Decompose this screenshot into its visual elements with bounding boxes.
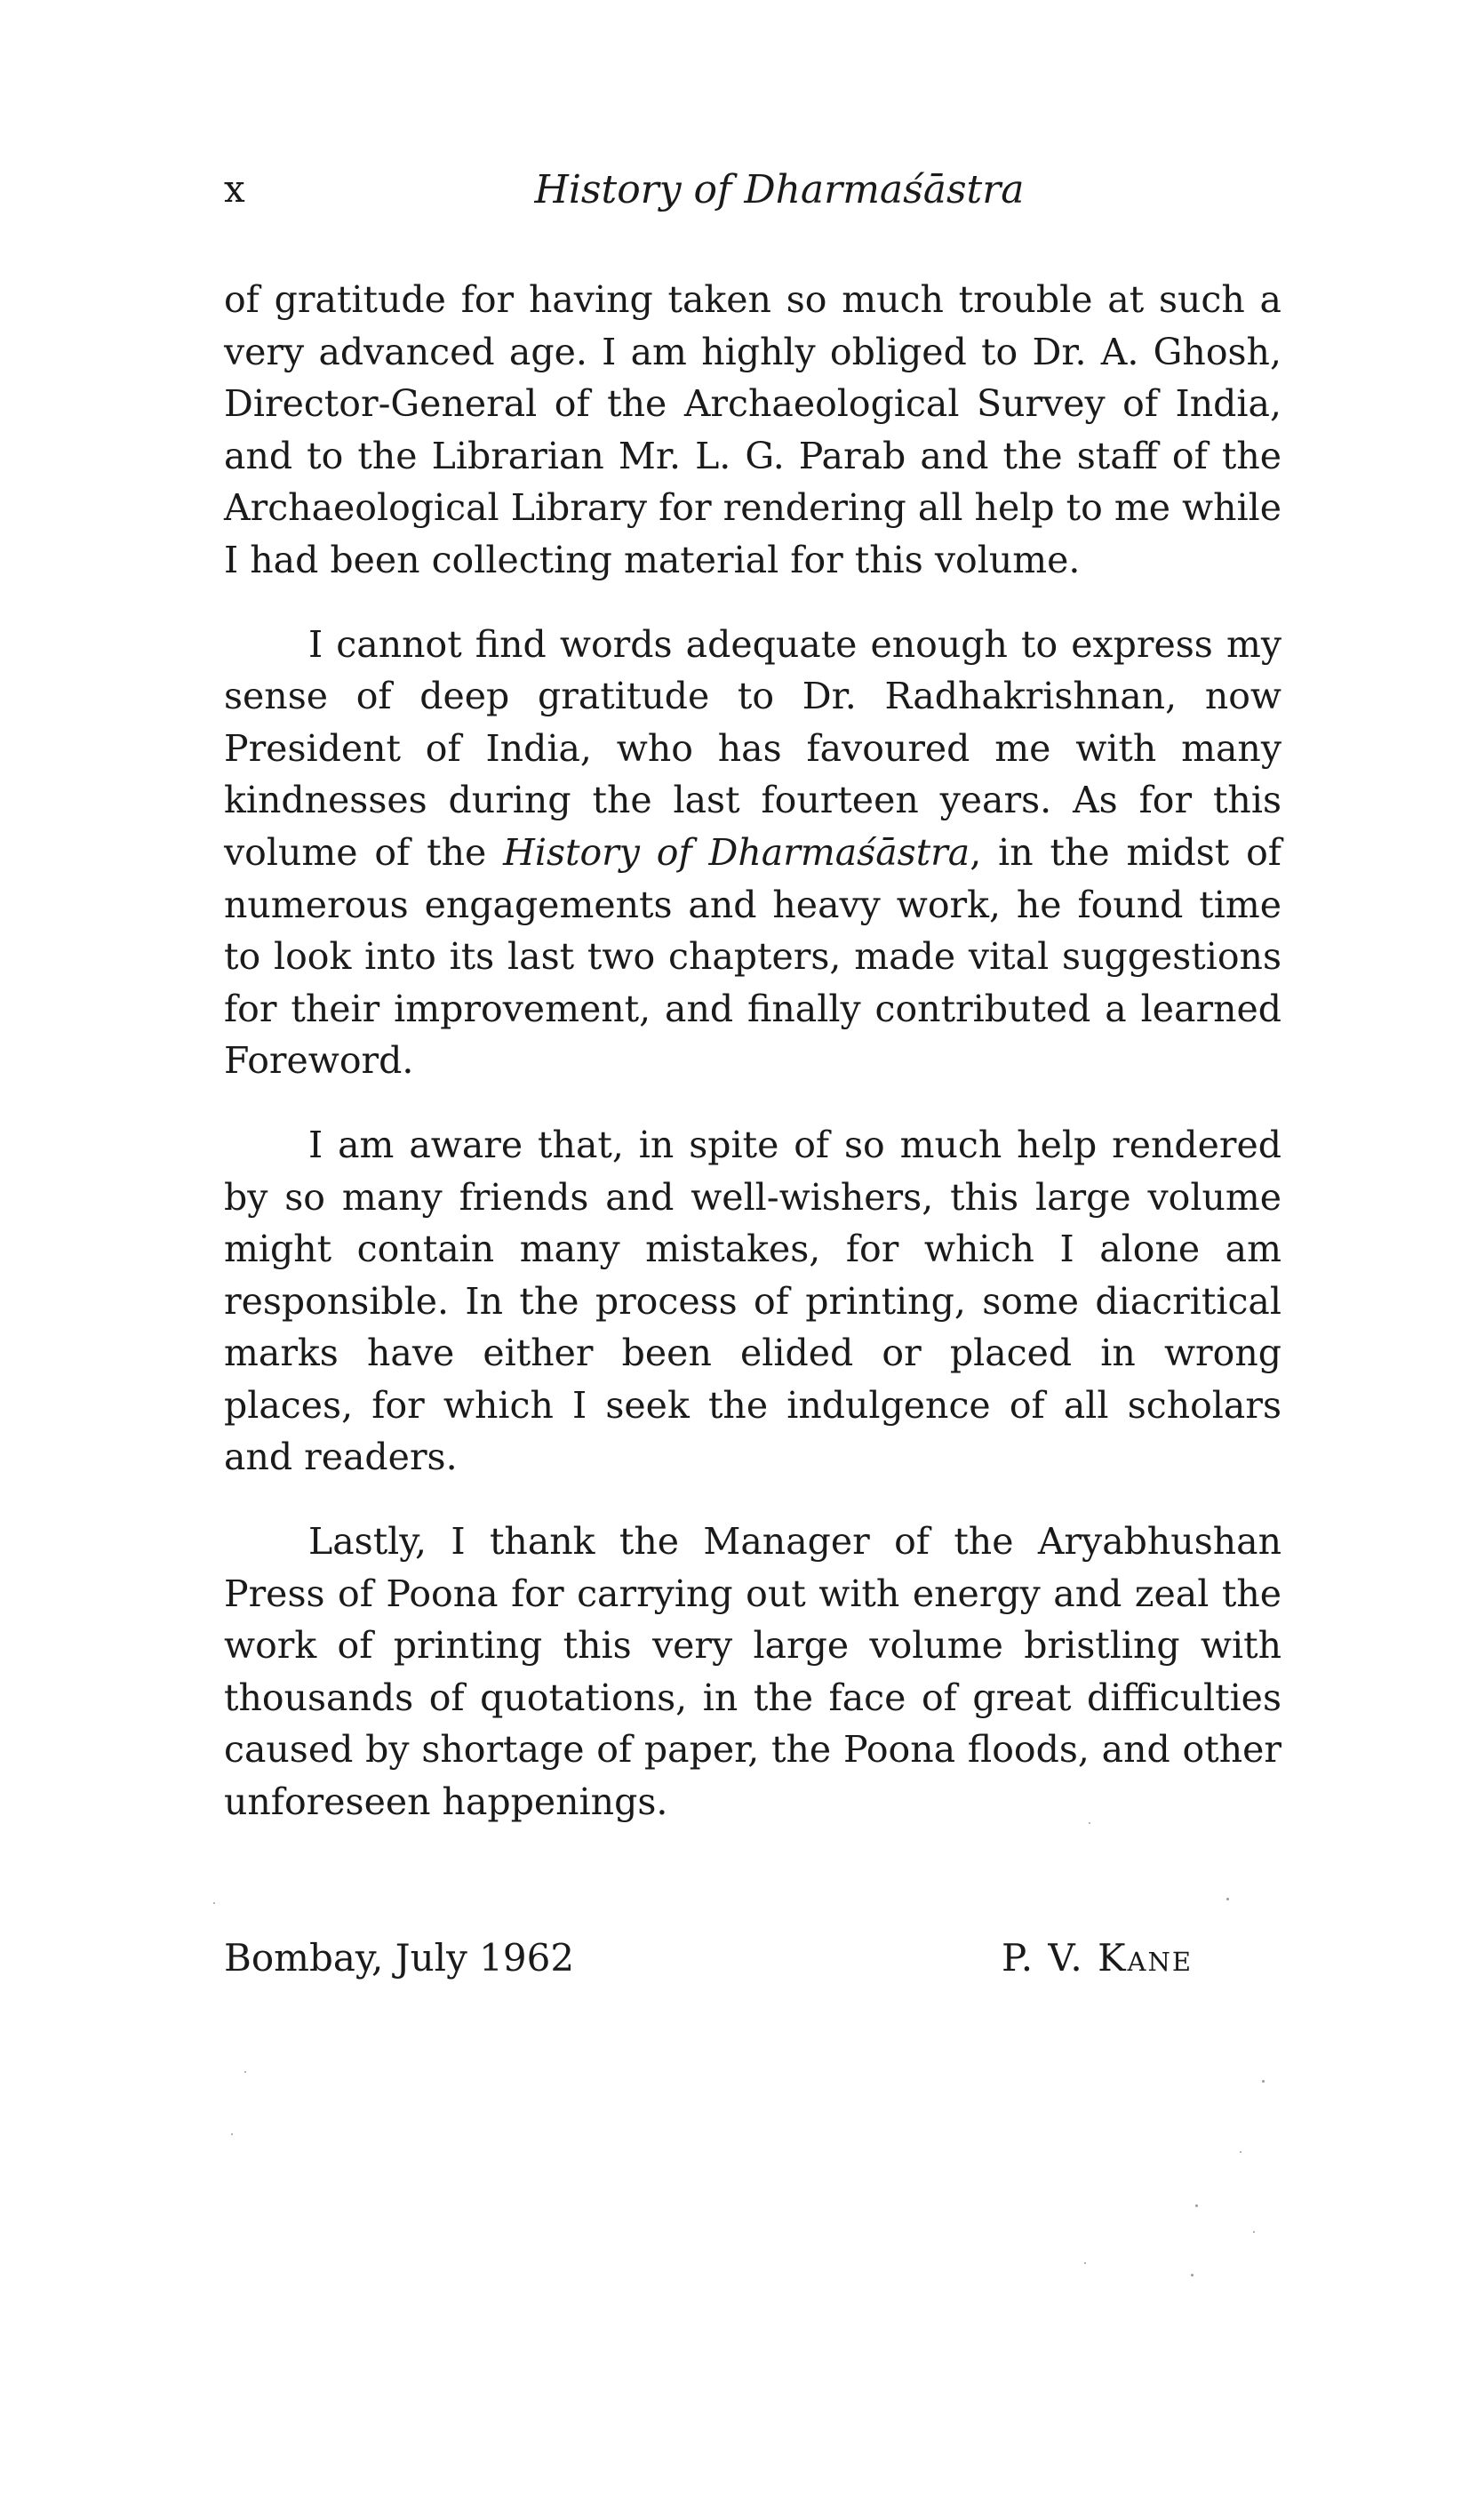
- scan-speck: [1240, 2151, 1241, 2153]
- page-header: [224, 167, 1281, 238]
- paragraph-gratitude-radhakrishnan: [224, 619, 1281, 1087]
- running-title: History of Dharmaśāstra: [534, 167, 1025, 212]
- scan-speck: [1226, 1898, 1229, 1900]
- scan-speck: [1191, 2274, 1194, 2276]
- paragraph-text: I cannot find words adequate enough to express my sense of deep gratitude to Dr. Radhakrishnan, now President of India, who has favoured me with many kindnesses during the last fourteen years. As for this volume of the: [224, 622, 1281, 874]
- signature-surname: Kane: [1098, 1936, 1193, 1980]
- paragraph-mistakes-disclaimer: I am aware that, in spite of so much help rendered by so many friends and well-wishers, this large volume might contain many mistakes, for which I alone am responsible. In the process of printing, some diacritical marks have either been elided or placed in wrong places, for which I seek the indulgence of all scholars and readers.: [224, 1123, 1281, 1479]
- page-number: x: [224, 167, 245, 211]
- scan-speck: [1195, 2204, 1198, 2207]
- signature-initials: P. V.: [1001, 1936, 1098, 1980]
- paragraph-acknowledgement-ghosh: of gratitude for having taken so much trouble at such a very advanced age. I am highly obliged to Dr. A. Ghosh, Director-General of the Archaeological Survey of India, and to the Librarian Mr. L. G. Parab and the staff of the Archaeological Library for rendering all help to me while I had been collecting material for this volume.: [224, 278, 1281, 581]
- scan-speck: [1262, 2080, 1265, 2083]
- paragraph-text: , in the midst of numerous engagements and heavy work, he found time to look into its last two chapters, made vital suggestions for their improvement, and finally contributed a learned Foreword.: [224, 830, 1281, 1083]
- scan-speck: [213, 1902, 215, 1904]
- sign-off: [224, 1936, 1193, 1989]
- place-date: Bombay, July 1962: [224, 1936, 575, 1980]
- scan-speck: [1089, 1822, 1090, 1824]
- scan-speck: [231, 2133, 233, 2135]
- paragraph-thanks-press: Lastly, I thank the Manager of the Aryabhushan Press of Poona for carrying out with energy and zeal the work of printing this very large volume bristling with thousands of quotations, in the face of great difficulties caused by shortage of paper, the Poona floods, and other unforeseen happenings.: [224, 1520, 1281, 1824]
- book-title-italic: History of Dharmaśāstra: [503, 830, 970, 874]
- scan-speck: [1084, 2262, 1086, 2264]
- body-text: [224, 274, 1281, 1860]
- scan-speck: [244, 2071, 246, 2073]
- author-signature: [1002, 1936, 1193, 1980]
- scan-speck: [1253, 2231, 1255, 2233]
